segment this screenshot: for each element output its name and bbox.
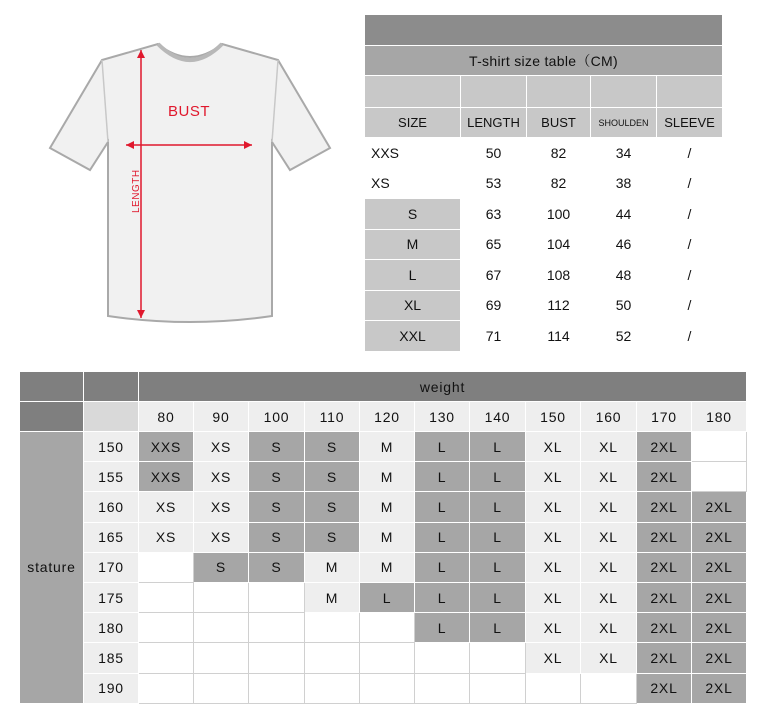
table-banner	[365, 15, 723, 46]
size-recommendation-cell: XL	[526, 462, 581, 492]
size-recommendation-cell: M	[360, 492, 415, 522]
stature-value: 150	[84, 432, 139, 462]
size-recommendation-cell: M	[360, 462, 415, 492]
weight-value: 150	[526, 402, 581, 432]
weight-value: 170	[637, 402, 692, 432]
stature-value: 185	[84, 643, 139, 673]
measurement-cell: 50	[591, 290, 657, 321]
weight-header: weight	[139, 372, 747, 402]
measurement-cell: /	[657, 138, 723, 169]
size-recommendation-cell: XXS	[139, 462, 194, 492]
size-recommendation-cell: L	[470, 552, 526, 582]
tshirt-icon	[40, 30, 340, 330]
size-cell: XXL	[365, 321, 461, 352]
size-recommendation-cell: XL	[526, 522, 581, 552]
size-recommendation-cell: 2XL	[692, 613, 747, 643]
size-recommendation-cell: S	[249, 552, 305, 582]
weight-value: 130	[415, 402, 470, 432]
size-recommendation-cell: XS	[194, 432, 249, 462]
size-recommendation-cell: S	[305, 492, 360, 522]
weight-value: 120	[360, 402, 415, 432]
size-recommendation-cell: 2XL	[692, 673, 747, 703]
chart-row	[20, 673, 747, 703]
size-cell: XXS	[365, 138, 461, 169]
size-recommendation-cell: 2XL	[637, 462, 692, 492]
size-recommendation-cell: XL	[526, 643, 581, 673]
size-recommendation-cell: 2XL	[637, 552, 692, 582]
size-recommendation-cell: XS	[139, 522, 194, 552]
size-recommendation-chart	[19, 371, 747, 704]
weight-value: 100	[249, 402, 305, 432]
size-recommendation-cell	[249, 643, 305, 673]
size-recommendation-cell	[249, 613, 305, 643]
size-recommendation-cell: XL	[526, 582, 581, 612]
size-recommendation-cell	[526, 673, 581, 703]
size-recommendation-cell: 2XL	[637, 643, 692, 673]
stature-value: 160	[84, 492, 139, 522]
size-recommendation-cell: L	[415, 522, 470, 552]
size-recommendation-cell: 2XL	[692, 643, 747, 673]
size-table-row	[365, 290, 723, 321]
size-recommendation-cell	[360, 613, 415, 643]
size-recommendation-cell: 2XL	[637, 492, 692, 522]
measurement-cell: 46	[591, 229, 657, 260]
size-recommendation-cell: L	[470, 582, 526, 612]
size-recommendation-cell: 2XL	[692, 552, 747, 582]
size-recommendation-cell	[581, 673, 637, 703]
size-recommendation-cell: XL	[581, 492, 637, 522]
size-recommendation-cell	[305, 643, 360, 673]
size-recommendation-cell: XL	[581, 613, 637, 643]
size-cell: L	[365, 260, 461, 291]
size-recommendation-cell: 2XL	[637, 613, 692, 643]
size-recommendation-cell: XS	[194, 492, 249, 522]
measurement-cell: 44	[591, 199, 657, 230]
size-recommendation-cell: L	[415, 432, 470, 462]
weight-value: 180	[692, 402, 747, 432]
measurement-cell: /	[657, 168, 723, 199]
size-recommendation-cell: XL	[581, 552, 637, 582]
measurement-cell: 100	[527, 199, 591, 230]
size-recommendation-cell: S	[305, 432, 360, 462]
size-recommendation-cell: 2XL	[637, 673, 692, 703]
size-recommendation-cell: M	[305, 582, 360, 612]
size-recommendation-cell: XL	[581, 522, 637, 552]
bust-label: BUST	[168, 103, 211, 120]
size-recommendation-cell: S	[249, 462, 305, 492]
size-recommendation-cell: XL	[581, 432, 637, 462]
size-recommendation-cell: XL	[526, 492, 581, 522]
measurement-cell: 114	[527, 321, 591, 352]
col-header-length: LENGTH	[461, 108, 527, 138]
size-recommendation-cell: XL	[526, 552, 581, 582]
size-recommendation-cell	[194, 613, 249, 643]
size-recommendation-cell	[139, 643, 194, 673]
size-recommendation-cell	[194, 582, 249, 612]
size-recommendation-cell	[139, 582, 194, 612]
size-recommendation-cell: L	[470, 492, 526, 522]
measurement-cell: /	[657, 229, 723, 260]
size-cell: XL	[365, 290, 461, 321]
size-table-row	[365, 229, 723, 260]
size-recommendation-cell	[470, 643, 526, 673]
measurement-cell: 108	[527, 260, 591, 291]
chart-row	[20, 462, 747, 492]
size-recommendation-cell: XXS	[139, 432, 194, 462]
stature-value: 170	[84, 552, 139, 582]
size-recommendation-cell	[249, 673, 305, 703]
measurement-cell: 112	[527, 290, 591, 321]
measurement-cell: 63	[461, 199, 527, 230]
measurement-cell: 52	[591, 321, 657, 352]
chart-row	[20, 643, 747, 673]
measurement-cell: /	[657, 290, 723, 321]
chart-row	[20, 492, 747, 522]
size-recommendation-cell: M	[360, 552, 415, 582]
size-recommendation-cell: S	[249, 522, 305, 552]
length-label: LENGTH	[131, 169, 142, 213]
measurement-cell: 82	[527, 168, 591, 199]
size-recommendation-cell: M	[360, 432, 415, 462]
size-cell: XS	[365, 168, 461, 199]
measurement-cell: /	[657, 260, 723, 291]
measurement-cell: /	[657, 321, 723, 352]
measurement-cell: 82	[527, 138, 591, 169]
stature-value: 180	[84, 613, 139, 643]
size-recommendation-cell: L	[470, 522, 526, 552]
size-recommendation-cell	[360, 643, 415, 673]
size-recommendation-cell: 2XL	[692, 492, 747, 522]
size-recommendation-cell: S	[194, 552, 249, 582]
size-recommendation-cell: 2XL	[692, 522, 747, 552]
stature-value: 155	[84, 462, 139, 492]
size-recommendation-cell	[194, 643, 249, 673]
size-recommendation-cell: M	[305, 552, 360, 582]
size-recommendation-cell: 2XL	[637, 522, 692, 552]
size-recommendation-cell: 2XL	[637, 582, 692, 612]
size-recommendation-cell: L	[415, 582, 470, 612]
size-recommendation-cell: L	[415, 552, 470, 582]
corner-cell	[20, 372, 84, 402]
size-recommendation-cell: L	[470, 462, 526, 492]
size-recommendation-cell	[692, 462, 747, 492]
size-recommendation-cell	[360, 673, 415, 703]
size-recommendation-cell: XL	[581, 643, 637, 673]
size-recommendation-cell	[415, 673, 470, 703]
size-recommendation-cell	[692, 432, 747, 462]
size-recommendation-cell: XL	[581, 582, 637, 612]
size-recommendation-cell: XS	[194, 522, 249, 552]
size-recommendation-cell: 2XL	[637, 432, 692, 462]
size-recommendation-cell: S	[305, 462, 360, 492]
measurement-cell: 34	[591, 138, 657, 169]
col-header-shoulder: SHOULDEN	[591, 108, 657, 138]
chart-row	[20, 522, 747, 552]
measurement-cell: 65	[461, 229, 527, 260]
stature-label: stature	[20, 432, 84, 704]
size-recommendation-cell	[249, 582, 305, 612]
size-table-row	[365, 199, 723, 230]
measurement-cell: 104	[527, 229, 591, 260]
col-header-size: SIZE	[365, 108, 461, 138]
size-recommendation-cell: XL	[581, 462, 637, 492]
measurement-cell: 71	[461, 321, 527, 352]
size-recommendation-cell	[139, 552, 194, 582]
size-table-row	[365, 260, 723, 291]
size-recommendation-cell: L	[360, 582, 415, 612]
chart-row	[20, 432, 747, 462]
size-recommendation-cell: XL	[526, 432, 581, 462]
measurement-cell: 53	[461, 168, 527, 199]
size-recommendation-cell: 2XL	[692, 582, 747, 612]
stature-value: 165	[84, 522, 139, 552]
size-recommendation-cell: XS	[194, 462, 249, 492]
weight-value: 110	[305, 402, 360, 432]
size-recommendation-cell: L	[470, 613, 526, 643]
tshirt-size-table	[364, 14, 723, 352]
weight-value: 80	[139, 402, 194, 432]
size-recommendation-cell	[139, 613, 194, 643]
size-recommendation-cell: S	[305, 522, 360, 552]
size-recommendation-cell: M	[360, 522, 415, 552]
size-recommendation-cell	[415, 643, 470, 673]
col-header-sleeve: SLEEVE	[657, 108, 723, 138]
size-table-row	[365, 321, 723, 352]
size-recommendation-cell: S	[249, 492, 305, 522]
size-recommendation-cell	[305, 613, 360, 643]
chart-row	[20, 582, 747, 612]
size-recommendation-cell: L	[470, 432, 526, 462]
weight-value: 140	[470, 402, 526, 432]
size-cell: S	[365, 199, 461, 230]
size-recommendation-cell: L	[415, 613, 470, 643]
weight-value: 160	[581, 402, 637, 432]
chart-row	[20, 613, 747, 643]
measurement-cell: 69	[461, 290, 527, 321]
size-recommendation-cell	[305, 673, 360, 703]
col-header-bust: BUST	[527, 108, 591, 138]
measurement-cell: /	[657, 199, 723, 230]
stature-value: 175	[84, 582, 139, 612]
stature-value: 190	[84, 673, 139, 703]
size-recommendation-cell: S	[249, 432, 305, 462]
measurement-cell: 38	[591, 168, 657, 199]
size-recommendation-cell	[470, 673, 526, 703]
measurement-cell: 67	[461, 260, 527, 291]
weight-value: 90	[194, 402, 249, 432]
size-recommendation-cell: L	[415, 462, 470, 492]
size-table-row	[365, 138, 723, 169]
size-recommendation-cell: L	[415, 492, 470, 522]
measurement-cell: 48	[591, 260, 657, 291]
shirt-body	[50, 44, 330, 322]
size-cell: M	[365, 229, 461, 260]
tshirt-diagram	[40, 30, 340, 330]
size-recommendation-cell	[194, 673, 249, 703]
size-table-row	[365, 168, 723, 199]
measurement-cell: 50	[461, 138, 527, 169]
size-table-title: T-shirt size table（CM)	[365, 46, 723, 76]
size-recommendation-cell	[139, 673, 194, 703]
chart-row	[20, 552, 747, 582]
size-recommendation-cell: XL	[526, 613, 581, 643]
size-recommendation-cell: XS	[139, 492, 194, 522]
